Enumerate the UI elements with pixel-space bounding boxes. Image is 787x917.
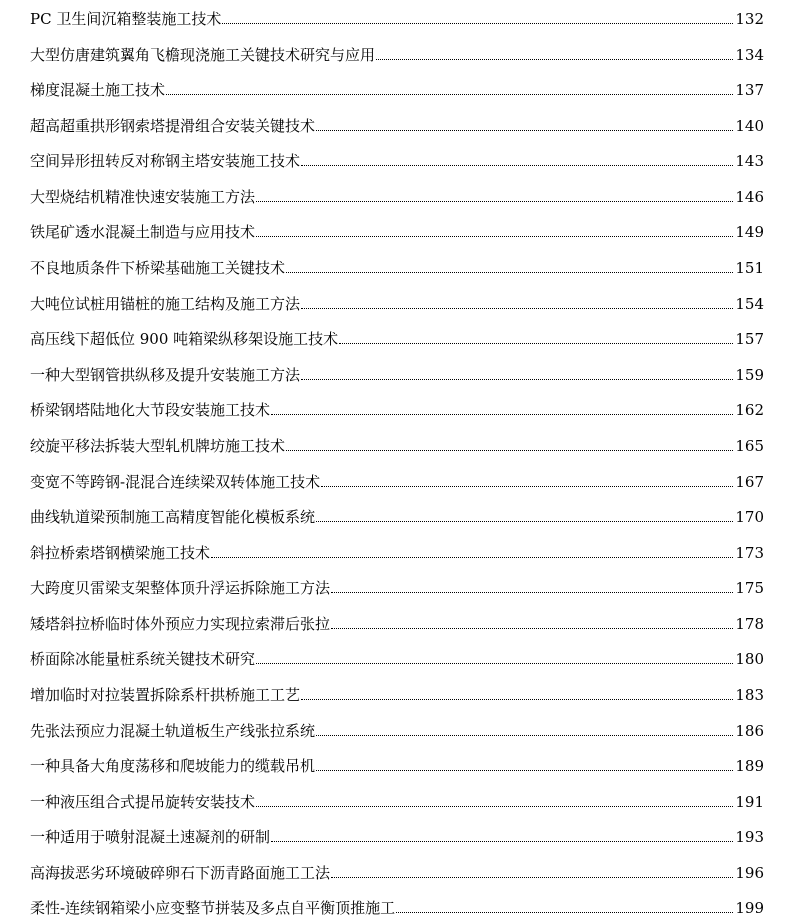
toc-entry-title: 空间异形扭转反对称钢主塔安装施工技术 [30,152,301,170]
toc-entry-title: 柔性-连续钢箱梁小应变整节拼装及多点自平衡顶推施工 [30,899,396,917]
toc-entry[interactable] [30,642,764,668]
toc-entry-page: 157 [735,330,764,348]
toc-entry[interactable] [30,607,764,633]
toc-entry[interactable] [30,429,764,455]
toc-entry-title: PC 卫生间沉箱整装施工技术 [30,10,222,28]
toc-entry[interactable] [30,678,764,704]
toc-entry-title: 高海拔恶劣环境破碎卵石下沥青路面施工工法 [30,864,331,882]
toc-entry[interactable] [30,891,764,917]
toc-entry-page: 167 [735,473,764,491]
toc-entry-page: 162 [735,401,764,419]
toc-entry-title: 斜拉桥索塔钢横梁施工技术 [30,544,211,562]
toc-entry-page: 180 [735,650,764,668]
toc-entry-title: 桥梁钢塔陆地化大节段安装施工技术 [30,401,271,419]
dot-leader [316,521,733,522]
toc-entry[interactable] [30,2,764,28]
toc-entry-title: 桥面除冰能量桩系统关键技术研究 [30,650,256,668]
dot-leader [316,770,733,771]
toc-entry-title: 大型烧结机精准快速安装施工方法 [30,188,256,206]
toc-entry-page: 154 [735,295,764,313]
toc-entry-title: 铁尾矿透水混凝土制造与应用技术 [30,223,256,241]
toc-entry-page: 134 [735,46,764,64]
dot-leader [271,414,733,415]
toc-entry-title: 大跨度贝雷梁支架整体顶升浮运拆除施工方法 [30,579,331,597]
toc-entry[interactable] [30,749,764,775]
toc-entry-title: 一种大型钢管拱纵移及提升安装施工方法 [30,366,301,384]
toc-entry-title: 不良地质条件下桥梁基础施工关键技术 [30,259,286,277]
dot-leader [316,735,733,736]
dot-leader [331,628,733,629]
toc-entry-page: 189 [735,757,764,775]
dot-leader [331,592,733,593]
toc-entry-page: 193 [735,828,764,846]
toc-entry-page: 186 [735,722,764,740]
dot-leader [321,486,733,487]
toc-entry-title: 绞旋平移法拆装大型轧机牌坊施工技术 [30,437,286,455]
toc-entry-page: 165 [735,437,764,455]
toc-entry-title: 大型仿唐建筑翼角飞檐现浇施工关键技术研究与应用 [30,46,376,64]
dot-leader [271,841,733,842]
toc-entry-title: 曲线轨道梁预制施工高精度智能化模板系统 [30,508,316,526]
toc-entry[interactable] [30,820,764,846]
toc-entry[interactable] [30,536,764,562]
toc-entry[interactable] [30,109,764,135]
dot-leader [301,308,733,309]
toc-entry[interactable] [30,322,764,348]
toc-entry[interactable] [30,856,764,882]
dot-leader [286,450,733,451]
toc-entry-title: 梯度混凝土施工技术 [30,81,166,99]
toc-entry[interactable] [30,465,764,491]
toc-entry-title: 超高超重拱形钢索塔提滑组合安装关键技术 [30,117,316,135]
dot-leader [301,699,733,700]
toc-entry-page: 146 [735,188,764,206]
dot-leader [301,379,733,380]
toc-entry-page: 178 [735,615,764,633]
toc-entry[interactable] [30,73,764,99]
toc-entry-title: 增加临时对拉装置拆除系杆拱桥施工工艺 [30,686,301,704]
dot-leader [166,94,733,95]
toc-entry-page: 149 [735,223,764,241]
toc-entry-page: 140 [735,117,764,135]
toc-entry-title: 一种具备大角度荡移和爬坡能力的缆载吊机 [30,757,316,775]
toc-entry-page: 191 [735,793,764,811]
toc-entry[interactable] [30,393,764,419]
dot-leader [316,130,733,131]
toc-entry-title: 先张法预应力混凝土轨道板生产线张拉系统 [30,722,316,740]
toc-entry[interactable] [30,785,764,811]
dot-leader [339,343,733,344]
toc-entry[interactable] [30,714,764,740]
toc-entry-title: 矮塔斜拉桥临时体外预应力实现拉索滞后张拉 [30,615,331,633]
toc-entry-title: 高压线下超低位 900 吨箱梁纵移架设施工技术 [30,330,339,348]
dot-leader [331,877,733,878]
dot-leader [222,23,733,24]
toc-entry[interactable] [30,358,764,384]
dot-leader [256,663,733,664]
toc-entry-page: 183 [735,686,764,704]
toc-entry-page: 132 [735,10,764,28]
toc-entry[interactable] [30,180,764,206]
toc-entry-page: 173 [735,544,764,562]
toc-entry-title: 变宽不等跨钢-混混合连续梁双转体施工技术 [30,473,321,491]
dot-leader [376,59,733,60]
toc-entry-title: 一种适用于喷射混凝土速凝剂的研制 [30,828,271,846]
toc-entry-page: 137 [735,81,764,99]
toc-entry-page: 199 [735,899,764,917]
toc-entry-page: 170 [735,508,764,526]
toc-entry[interactable] [30,500,764,526]
toc-entry-page: 159 [735,366,764,384]
toc-entry[interactable] [30,287,764,313]
toc-entry-page: 196 [735,864,764,882]
dot-leader [256,201,733,202]
toc-entry[interactable] [30,571,764,597]
toc-entry[interactable] [30,144,764,170]
toc-entry-title: 大吨位试桩用锚桩的施工结构及施工方法 [30,295,301,313]
toc-entry-page: 151 [735,259,764,277]
toc-entry-title: 一种液压组合式提吊旋转安装技术 [30,793,256,811]
dot-leader [256,236,733,237]
dot-leader [256,806,733,807]
dot-leader [286,272,733,273]
toc-entry[interactable] [30,251,764,277]
dot-leader [301,165,733,166]
toc-entry-page: 175 [735,579,764,597]
toc-entry[interactable] [30,38,764,64]
toc-entry-page: 143 [735,152,764,170]
dot-leader [211,557,733,558]
toc-entry[interactable] [30,215,764,241]
dot-leader [396,912,733,913]
